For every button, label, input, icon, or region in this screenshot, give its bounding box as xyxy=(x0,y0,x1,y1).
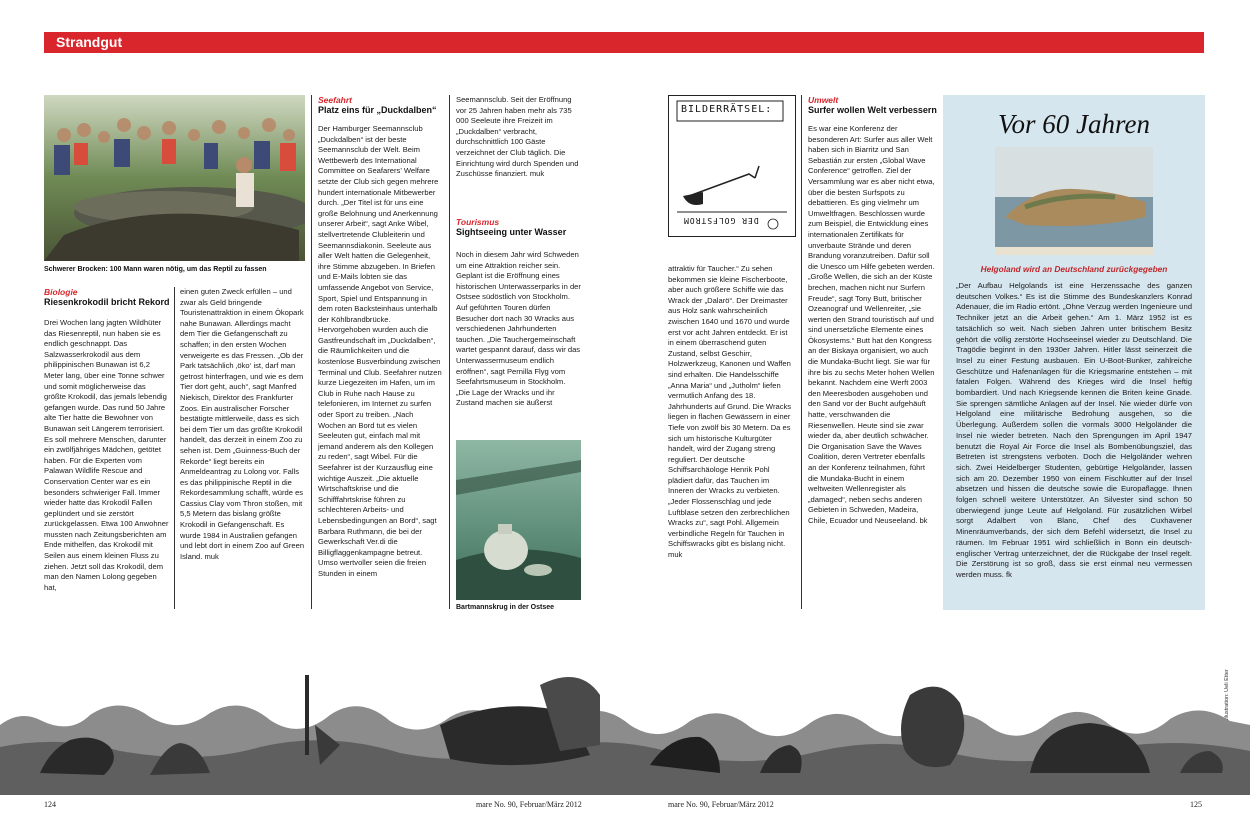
column-rule xyxy=(449,95,450,609)
cartoon-title: BILDERRÄTSEL: xyxy=(681,104,773,115)
underwater-photo-caption: Bartmannskrug in der Ostsee xyxy=(456,604,555,611)
cartoon-bilderraetsel xyxy=(668,95,796,237)
tourismus-body: Noch in diesem Jahr wird Schweden um eine Attraktion reicher sein. Geplant ist die Eröffnung eines historischen Unterwasserparks in der Ostsee südöstlich von Stockholm. Auf geführten Touren dürfen Besucher dort nach 30 Wracks aus verschiedenen Jahrhunderten tauchen. „Die Tauchergemeinschaft wartet gespannt darauf, dass wir das Unterwassermuseum endlich eröffnen“, sagt Pernilla Flyg vom Seefahrtsmuseum in Stockholm. „Die Lage der Wracks und ihr Zustand machen sie äußerst xyxy=(456,250,581,408)
biologie-headline: Riesenkrokodil bricht Rekord xyxy=(44,297,170,307)
cartoon-label: DER GOLFSTROM xyxy=(683,216,759,225)
seefahrt-headline: Platz eins für „Duckdalben“ xyxy=(318,105,437,115)
box-title: Vor 60 Jahren xyxy=(998,109,1150,139)
seefahrt-column-1: Der Hamburger Seemannsclub „Duckdalben“ ist der beste Seemannsclub der Welt. Beim Wettbewerb des International Committee on Seafarers’ Welfare setzte der Club sich gegen mehrere hundert internationale Mitbewerber durch. „Der Titel ist für uns eine große Belohnung und Anerkennung unserer Arbeit“, sagt Anke Wibel, stellvertretende Clubleiterin und Seemannsdiakonin. Seeleute aus aller Welt hatten die Gelegenheit, ihre Stimme abzugeben. In Briefen und E-Mails lobten sie das umfassende Angebot von Service, Sport, Spiel und Entspannung in dem roten Backsteinhaus unterhalb der Köhlbrandbrücke. Hervorgehoben wurden auch die Gastfreundschaft im „Duckdalben“, die Räumlichkeiten und die kostenlose Busverbindung zwischen Terminal und Club. Seefahrer nutzen kurze Liegezeiten im Hafen, um im Club in Ruhe nach Hause zu telefonieren, im Internet zu surfen oder Sport zu treiben. „Nach Wochen an Bord tut es vielen Seeleuten gut, einfach mal mit jemand anderem als den Kollegen zu reden“, sagt Wibel. Für die Seefahrer ist der Kurzausflug eine wichtige Auszeit. „Die aktuelle Wirtschaftskrise und die Schifffahrtskrise führen zu schlechteren Arbeits- und Lebensbedingungen an Bord“, sagt Barbara Ruthmann, die bei der Gewerkschaft Ver.di die Billigflaggenkampagne betreut. Umso wertvoller seien die freien Stunden in einem xyxy=(318,124,442,578)
umwelt-body: Es war eine Konferenz der besonderen Art: Surfer aus aller Welt haben sich in Biarritz und San Sebastián zur ersten „Global Wave Conference“ getroffen. Ziel der Versammlung war es aber nicht etwa, über die besten Surfspots zu debattieren. Es ging vielmehr um Umweltfragen. Beschlossen wurde zum Beispiel, die Entwicklung eines internationalen Zertifikats für unverbaute Strände und deren Brandung voranzutreiben. Dafür soll die Unesco um Hilfe gebeten werden. „Große Wellen, die sich an der Küste brechen, machen nicht nur Surfern Freude“, sagt Tony Butt, britischer Ozeanograf und Wellenreiter, „sie werten den Strand touristisch auf und sind unersetzliche Elemente eines Ökosystems.“ Butt hat den Kongress an der Biskaya organisiert, wo auch die Mundaka-Bucht liegt. Sie war für ihre bis zu sechs Meter hohen Wellen bekannt. Nachdem eine Werft 2003 den Meeresboden ausgehoben und den Sand vor der Bucht aufgehäuft hatte, verschwanden die Riesenwellen. Heute sind sie zwar wieder da, aber deutlich schwächer. Die Organisation Save the Waves Coalition, deren Vertreter ebenfalls an der Konferenz teilnahmen, führt die Mundaka-Bucht in einem weltweiten Wellenregister als „damaged“, neben sechs anderen Gebieten in Schweden, Madeira, Chile, Ecuador und Neuseeland. bk xyxy=(808,124,935,525)
seabed-illustration xyxy=(0,655,1250,795)
section-header-bar xyxy=(44,32,1204,53)
right-page-issue: mare No. 90, Februar/März 2012 xyxy=(668,800,774,809)
vor-60-jahren-box xyxy=(943,95,1205,610)
right-page-number: 125 xyxy=(1190,800,1202,809)
seefahrt-column-2: Seemannsclub. Seit der Eröffnung vor 25 Jahren haben mehr als 735 000 Seeleute ihre Freizeit im „Duckdalben“ verbracht, durchschnittlich 100 Gäste verzeichnet der Club täglich. Die Einrichtung wird durch Spenden und Zuschüsse finanziert. muk xyxy=(456,95,579,179)
underwater-jug-photo xyxy=(456,440,581,600)
column-rule xyxy=(801,95,802,609)
umwelt-section-label: Umwelt xyxy=(808,95,839,105)
biologie-section-label: Biologie xyxy=(44,287,78,297)
illustration-credit: Illustration: Ueli Etter xyxy=(1224,669,1230,720)
column-rule xyxy=(311,95,312,609)
left-page-issue: mare No. 90, Februar/März 2012 xyxy=(476,800,582,809)
crocodile-photo-caption: Schwerer Brocken: 100 Mann waren nötig, um das Reptil zu fassen xyxy=(44,266,267,273)
tourismus-headline: Sightseeing unter Wasser xyxy=(456,227,567,237)
biologie-column-1: Drei Wochen lang jagten Wildhüter das Riesenreptil, nun haben sie es endlich geschnappt. Das Salzwasserkrokodil aus dem philippinischen Bunawan ist 6,2 Meter lang, über eine Tonne schwer und somit möglicherweise das größte Krokodil, das jemals lebendig gefangen wurde. Das rund 50 Jahre alte Tier hatte die Bewohner von Bunawan seit Längerem terrorisiert. Es soll mehrere Menschen, darunter ein zwölfjähriges Mädchen, getötet haben. Für die Experten vom Palawan Wildlife Rescue and Conservation Center war es ein besonders schwieriger Fall. Immer wieder hatte das Krokodil Fallen geplündert und sie zerstört zurückgelassen. Etwa 100 Anwohner mussten nach Zeitungsberichten am Ende mithelfen, das Krokodil mit Seilen aus einem kleinen Fluss zu ziehen. Jetzt soll das Krokodil, dem man den Namen Lolong gegeben hat, xyxy=(44,318,169,592)
tourismus-section-label: Tourismus xyxy=(456,217,500,227)
box-body: „Der Aufbau Helgolands ist eine Herzenssache des ganzen deutschen Volkes.“ Es ist die Stimme des Bundeskanzlers Konrad Adenauer, die im Radio ertönt. „Ohne Verzug werden Ingenieure und Techniker jetzt an die Arbeit gehen.“ Am 1. März 1952 ist es tatsächlich so weit. Nach sieben Jahren unter britischem Besitz gehört die völlig zerstörte Hochseeinsel wieder zu Deutschland. Die Tragödie beginnt in den 1930er Jahren. Hitler lässt seinerzeit die Insel zu einer Festung ausbauen. Ein U-Boot-Bunker, zahlreiche Geschütze und Hafenanlagen für die Kriegsmarine entstehen – mit fatalen Folgen. Während des Krieges wird die Insel heftig bombardiert. Und nach Kriegsende kennen die Briten keine Gnade. Sie sprengen sämtliche Anlagen auf der Insel. Nie wieder dürfe von Helgoland eine militärische Bedrohung ausgehen, so die Überlegung. Außerdem sollen die vormals 3000 Helgoländer die Insel nie wieder betreten. Nach den Sprengungen im April 1947 benutzt die Royal Air Force die Insel als Bombenübungsziel, das Betreten ist strengstens verboten. Doch die Helgoländer wehren sich. Zwei Heidelberger Studenten, gebürtige Helgoländer, lassen sich am 20. Dezember 1950 von einem Fischkutter auf der Insel absetzen und hissen die deutsche sowie die Europaflagge. Ihnen folgen schnell weitere Unterstützer. An Silvester sind schon 50 überwiegend junge Leute auf Helgoland. Für zusätzlichen Wirbel sorgt Adalbert von Blanc, Chef des Cuxhavener Minenräumverbands, der sich dem Befehl widersetzt, die Insel zu räumen. Im Februar 1951 wird schließlich in Bonn ein deutsch-englischer Vertrag unterzeichnet, der die Rückgabe der Insel regelt. Die Zerstörung ist so groß, dass sie erst einmal neu vermessen werden muss. fk xyxy=(956,281,1192,579)
section-title: Strandgut xyxy=(56,34,123,50)
crocodile-photo xyxy=(44,95,305,261)
tourismus-continued: attraktiv für Taucher.“ Zu sehen bekommen sie kleine Fischerboote, aber auch größere Schiffe wie das Wrack der „Dalarö“. Der Dreimaster aus Holz sank wahrscheinlich zwischen 1640 und 1670 und wurde erst vor acht Jahren entdeckt. Er ist in einem überraschend guten Zustand, selbst Geschirr, Holzwerkzeug, Kanonen und Waffen sind erhalten. Die Handelsschiffe „Anna Maria“ und „Jutholm“ liefen vermutlich Anfang des 18. Jahrhunderts auf Grund. Die Wracks liegen in flachen Gewässern in einer Tiefe von zwölf bis 30 Metern. Da es sich um historische Kulturgüter handelt, wird der Zugang streng reguliert. Der deutsche Schiffsarchäologe Henrik Pohl plädiert dafür, das Tauchen im Inneren der Wracks zu verbieten. „Jeder Flossenschlag und jede Luftblase setzen den zerbrechlichen Wracks zu“, sagt Pohl. Allgemein verbindliche Regeln für Tauchen in Schiffswracks gibt es bislang nicht. muk xyxy=(668,264,792,560)
umwelt-headline: Surfer wollen Welt verbessern xyxy=(808,105,937,115)
left-page-number: 124 xyxy=(44,800,56,809)
column-rule xyxy=(174,287,175,609)
box-caption: Helgoland wird an Deutschland zurückgegeben xyxy=(980,264,1168,274)
biologie-column-2: einen guten Zweck erfüllen – und zwar als Geld bringende Touristenattraktion in einem Ökopark nahe Bunawan. Allerdings macht dem Tier die Gefangenschaft zu schaffen; in den ersten Wochen verweigerte es das Fressen. „Ob der Park tatsächlich ‚öko‘ ist, darf man getrost hinterfragen, und wie es dem Tier dort geht, auch“, sagt Manfred Niekisch, Direktor des Frankfurter Zoos. Ein australischer Forscher bestätigte mittlerweile, dass es sich bei dem Tier um das größte Krokodil handelt, das derzeit in einem Zoo zu sehen ist. Dem „Guinness-Buch der Rekorde“ liegt bereits ein Anmeldeantrag zu Lolong vor. Falls es das philippinische Reptil in die Rekordesammlung schafft, würde es Cassius Clay vom Thron stoßen, mit 5,5 Metern das bislang größte Krokodil in Gefangenschaft. Es wurde 1984 in Australien gefangen und lebt dort in einem Zoo auf Green Island. muk xyxy=(180,287,305,561)
seefahrt-section-label: Seefahrt xyxy=(318,95,353,105)
helgoland-illustration xyxy=(995,147,1153,255)
